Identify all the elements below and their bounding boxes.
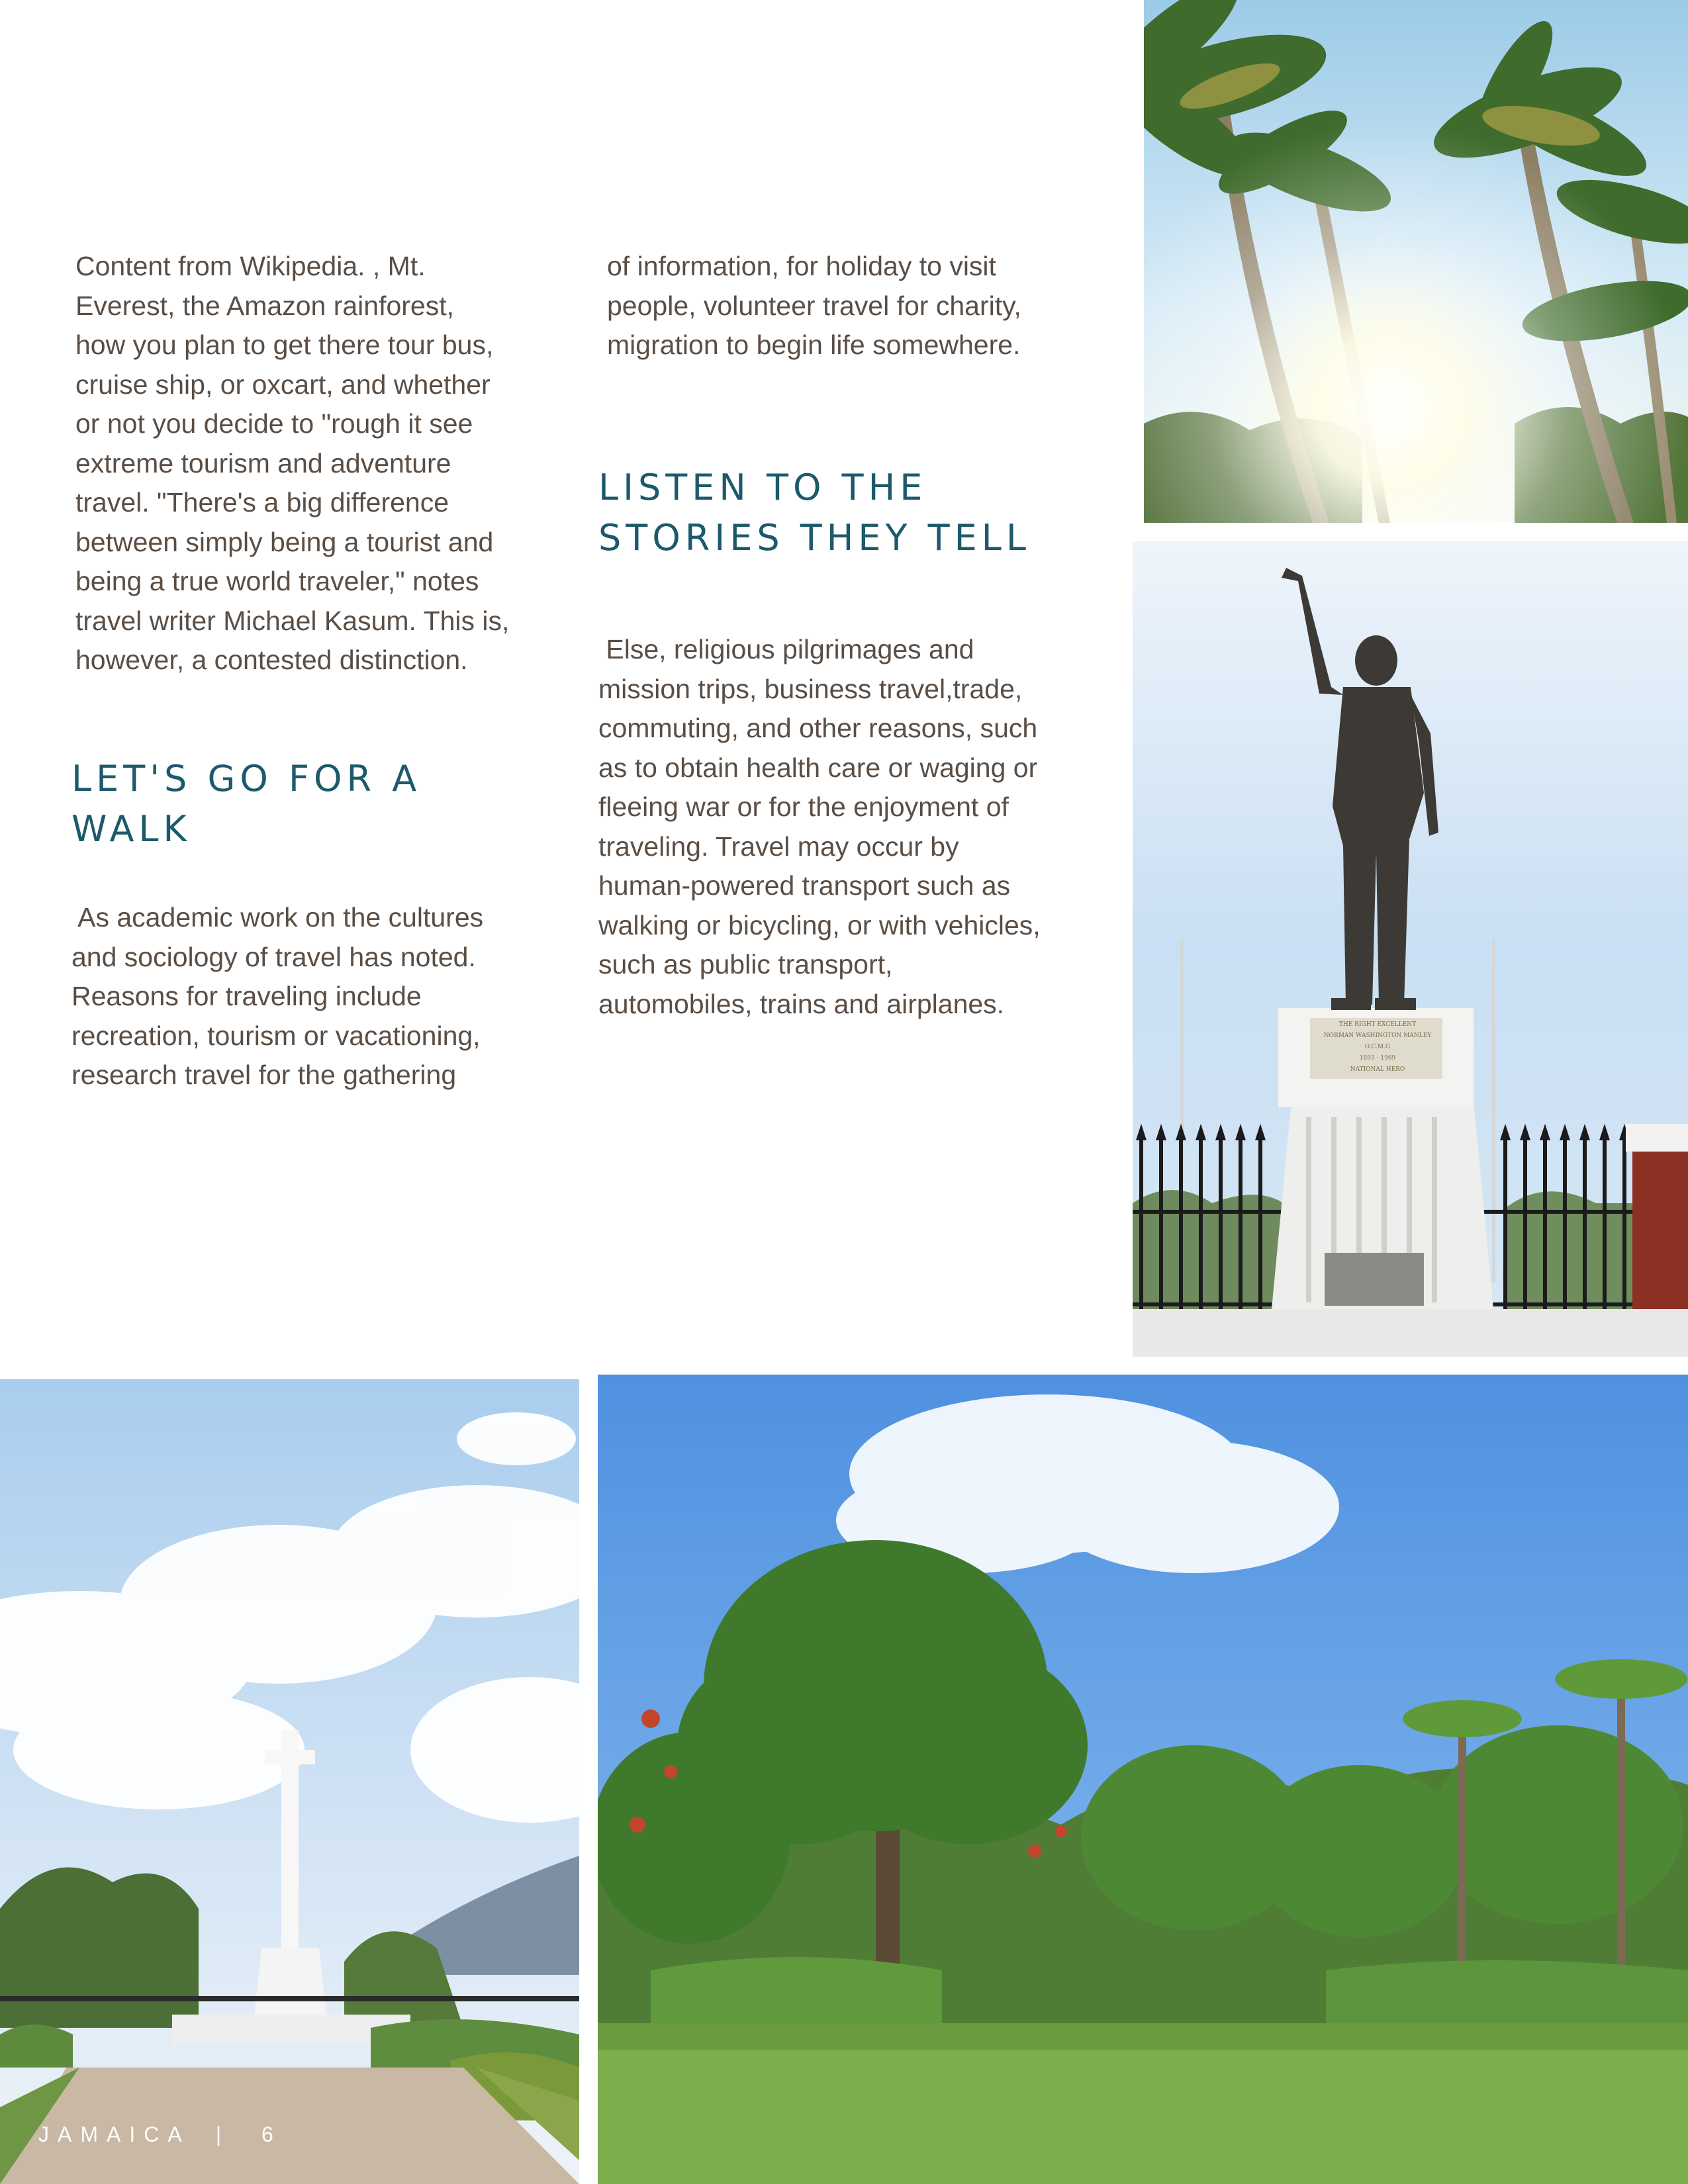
right-body-paragraph [598, 630, 1041, 1024]
text-line: human-powered transport such as [598, 870, 1011, 901]
footer-page-number: 6 [261, 2122, 282, 2146]
plaque-line: NORMAN WASHINGTON MANLEY [1323, 1032, 1432, 1039]
text-line: extreme tourism and adventure [75, 447, 451, 478]
cross-monument-photo [0, 1379, 579, 2184]
heading-line: WALK [71, 808, 191, 850]
plaque-line: 1893 - 1969 [1359, 1055, 1396, 1062]
footer-separator: | [215, 2122, 230, 2146]
text-line: commuting, and other reasons, such [598, 713, 1038, 743]
text-line: however, a contested distinction. [75, 645, 468, 675]
text-line: mission trips, business travel,trade, [598, 673, 1023, 704]
left-intro-paragraph [75, 247, 509, 680]
text-line: Content from Wikipedia. , Mt. [75, 251, 426, 281]
heading-line: LET'S GO FOR A [71, 758, 422, 799]
walk-heading [71, 754, 421, 854]
heading-line: STORIES THEY TELL [598, 517, 1031, 559]
text-line: travel writer Michael Kasum. This is, [75, 605, 510, 636]
plaque-line: THE RIGHT EXCELLENT [1338, 1021, 1417, 1028]
text-line: being a true world traveler," notes [75, 566, 479, 596]
plaque [1313, 1019, 1442, 1079]
right-intro-paragraph [607, 247, 1021, 365]
plaque-line: NATIONAL HERO [1350, 1066, 1405, 1073]
text-line: how you plan to get there tour bus, [75, 330, 494, 360]
text-line: and sociology of travel has noted. [71, 941, 476, 972]
text-line: traveling. Travel may occur by [598, 831, 959, 862]
text-line: travel. "There's a big difference [75, 487, 449, 518]
text-line: recreation, tourism or vacationing, [71, 1020, 481, 1051]
statue-photo [1133, 541, 1688, 1357]
text-line: as to obtain health care or waging or [598, 752, 1038, 783]
footer-publication: JAMAICA [38, 2122, 189, 2146]
text-line: migration to begin life somewhere. [607, 330, 1021, 360]
text-line: Reasons for traveling include [71, 981, 422, 1011]
stories-heading [598, 463, 1031, 563]
page-footer [38, 2122, 282, 2147]
text-line: people, volunteer travel for charity, [607, 290, 1021, 321]
text-line: automobiles, trains and airplanes. [598, 988, 1005, 1019]
text-line: Else, religious pilgrimages and [598, 634, 974, 664]
text-line: or not you decide to "rough it see [75, 408, 473, 439]
text-line: walking or bicycling, or with vehicles, [598, 909, 1041, 940]
heading-line: LISTEN TO THE [598, 467, 927, 508]
text-line: Everest, the Amazon rainforest, [75, 290, 454, 321]
text-line: such as public transport, [598, 949, 893, 979]
text-line: As academic work on the cultures [71, 902, 484, 933]
park-photo [598, 1375, 1688, 2184]
text-line: fleeing war or for the enjoyment of [598, 792, 1009, 822]
text-line: between simply being a tourist and [75, 526, 494, 557]
left-body-paragraph [71, 898, 483, 1095]
palm-trees-photo [1144, 0, 1688, 523]
plaque-line: O.C.M.G [1364, 1044, 1391, 1050]
text-line: of information, for holiday to visit [607, 251, 996, 281]
text-line: research travel for the gathering [71, 1060, 457, 1090]
text-line: cruise ship, or oxcart, and whether [75, 369, 491, 400]
